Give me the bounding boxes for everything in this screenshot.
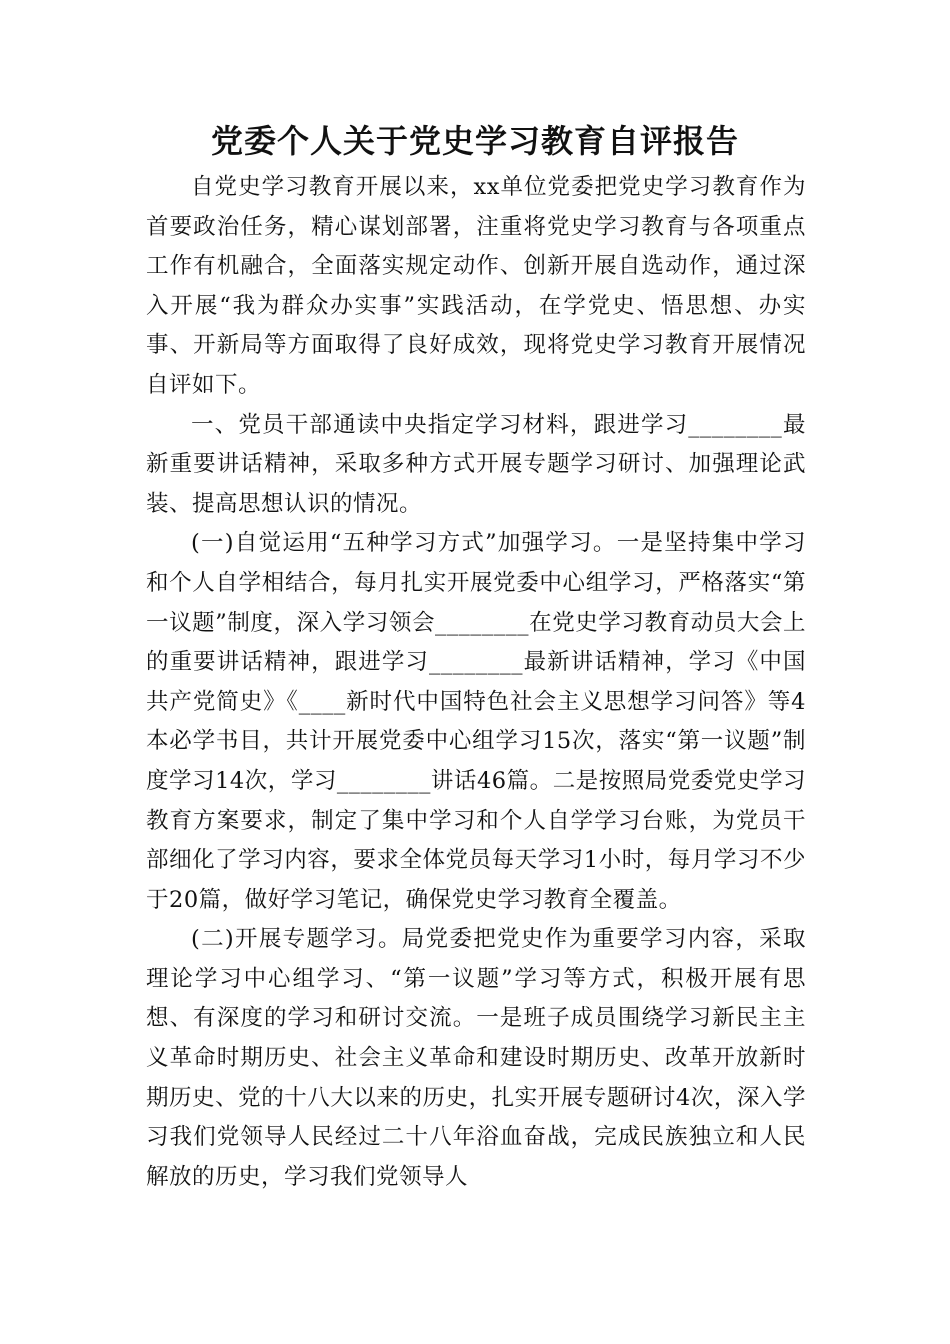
paragraph-intro: 自党史学习教育开展以来，xx单位党委把党史学习教育作为首要政治任务，精心谋划部署，注重将党史学习教育与各项重点工作有机融合，全面落实规定动作、创新开展自选动作，通过深入开展“我为群众办实事”实践活动，在学党史、悟思想、办实事、开新局等方面取得了良好成效，现将党史学习教育开展情况自评如下。 xyxy=(146,174,806,398)
document-body xyxy=(146,168,806,1197)
paragraph-section-1-heading: 一、党员干部通读中央指定学习材料，跟进学习________最新重要讲话精神，采取多种方式开展专题学习研讨、加强理论武装、提高思想认识的情况。 xyxy=(146,411,806,517)
document-title: 党委个人关于党史学习教育自评报告 xyxy=(210,122,739,160)
paragraph-subsection-2: (二)开展专题学习。局党委把党史作为重要学习内容，采取理论学习中心组学习、“第一议题”学习等方式，积极开展有思想、有深度的学习和研讨交流。一是班子成员围绕学习新民主主义革命时期历史、社会主义革命和建设时期历史、改革开放新时期历史、党的十八大以来的历史，扎实开展专题研讨4次，深入学习我们党领导人民经过二十八年浴血奋战，完成民族独立和人民解放的历史，学习我们党领导人 xyxy=(146,926,806,1190)
paragraph-subsection-1: (一)自觉运用“五种学习方式”加强学习。一是坚持集中学习和个人自学相结合，每月扎实开展党委中心组学习，严格落实“第一议题”制度，深入学习领会________在党史学习教育动员大会上的重要讲话精神，跟进学习________最新讲话精神，学习《中国共产党简史》《____新时代中国特色社会主义思想学习问答》等4本必学书目，共计开展党委中心组学习15次，落实“第一议题”制度学习14次，学习________讲话46篇。二是按照局党委党史学习教育方案要求，制定了集中学习和个人自学学习台账，为党员干部细化了学习内容，要求全体党员每天学习1小时，每月学习不少于20篇，做好学习笔记，确保党史学习教育全覆盖。 xyxy=(146,530,806,913)
